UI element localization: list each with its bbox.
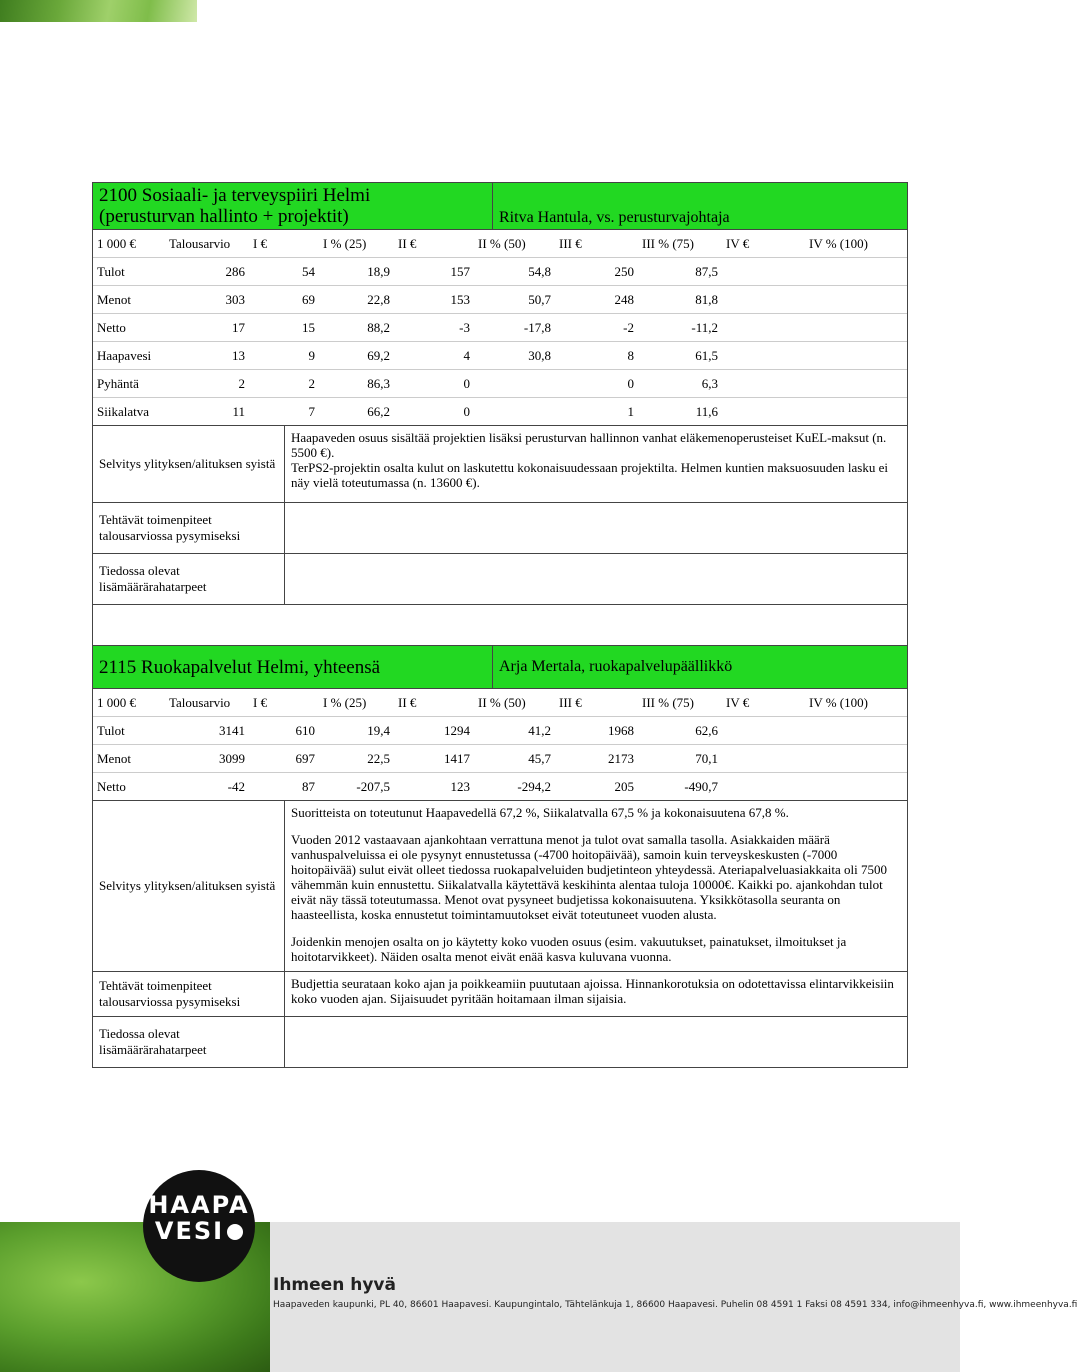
table-cell: 6,3 <box>701 375 718 391</box>
table-cell: 54,8 <box>528 263 551 279</box>
table-cell: 87,5 <box>695 263 718 279</box>
tehtavat-label: Tehtävät toimenpiteet talousarviossa pysymiseksi <box>93 503 285 553</box>
table-cell: 15 <box>302 319 315 335</box>
column-header: I % (25) <box>323 694 367 710</box>
table-cell: 697 <box>295 750 315 766</box>
logo-text-1: HAAPA <box>148 1191 250 1219</box>
column-header: I € <box>253 694 268 710</box>
column-header: 1 000 € <box>97 235 136 251</box>
table-cell: 8 <box>627 347 634 363</box>
selvitys-para: Joidenkin menojen osalta on jo käytetty koko vuoden osuus (esim. vakuutukset, painatukset, ilmoitukset ja hoitotarvikkeet). Näiden osalta menot eivät enää kasva kuluvana vuonna. <box>291 934 847 964</box>
table-row <box>93 342 907 370</box>
tiedossa-text <box>285 1017 907 1067</box>
selvitys-para: Haapaveden osuus sisältää projektien lisäksi perusturvan hallinnon vanhat eläkemenoperusteiset KuEL-maksut (n. 5500 €). <box>291 430 887 460</box>
table-cell: Netto <box>97 778 126 794</box>
table-cell: 157 <box>450 263 470 279</box>
table-cell: 250 <box>614 263 634 279</box>
table-cell: 86,3 <box>367 375 390 391</box>
tehtavat-text: Budjettia seurataan koko ajan ja poikkeamiin puututaan ajoissa. Hinnankorotuksia on odotettavissa elintarvikkeisiin koko vuoden ajan. Sijaisuudet pyritään hoitamaan ilman sijaisia. <box>291 976 894 1006</box>
tehtavat-text <box>285 503 907 553</box>
column-header: Talousarvio <box>169 694 231 710</box>
table-row <box>93 773 907 800</box>
table-row <box>93 286 907 314</box>
haapavesi-logo <box>143 1170 255 1282</box>
table-cell: 11,6 <box>695 403 718 419</box>
leaf-image-top <box>0 0 197 22</box>
column-header: Talousarvio <box>169 235 231 251</box>
table-header-row <box>93 689 907 717</box>
table-cell: Netto <box>97 319 126 335</box>
column-header: 1 000 € <box>97 694 136 710</box>
responsible-person: Ritva Hantula, vs. perusturvajohtaja <box>499 209 730 226</box>
table-cell: Menot <box>97 291 131 307</box>
column-header: III € <box>559 694 582 710</box>
table-row <box>93 258 907 286</box>
table-cell: 286 <box>225 263 245 279</box>
table-header-row <box>93 230 907 258</box>
logo-text-2-word: VESI <box>154 1217 225 1245</box>
column-header: I % (25) <box>323 235 367 251</box>
selvitys-text <box>285 426 907 502</box>
selvitys-row <box>93 800 907 971</box>
table-cell: Pyhäntä <box>97 375 139 391</box>
column-header: IV € <box>726 694 750 710</box>
table-cell: 7 <box>308 403 315 419</box>
table-cell: 0 <box>463 403 470 419</box>
section-2115 <box>92 645 908 1068</box>
column-header: IV % (100) <box>809 235 868 251</box>
table-cell: Siikalatva <box>97 403 149 419</box>
table-cell: 3141 <box>219 722 245 738</box>
column-header: II € <box>398 235 417 251</box>
table-cell: 88,2 <box>367 319 390 335</box>
tiedossa-text <box>285 554 907 604</box>
table-cell: 2173 <box>608 750 634 766</box>
table-cell: 18,9 <box>367 263 390 279</box>
table-cell: 30,8 <box>528 347 551 363</box>
table-row <box>93 370 907 398</box>
column-header: III % (75) <box>642 235 694 251</box>
table-cell: 70,1 <box>695 750 718 766</box>
table-cell: -11,2 <box>691 319 718 335</box>
table-cell: 22,8 <box>367 291 390 307</box>
selvitys-para: Suoritteista on toteutunut Haapavedellä 67,2 %, Siikalatvalla 67,5 % ja kokonaisuutena 67,8 %. <box>291 805 789 820</box>
column-header: II € <box>398 694 417 710</box>
table-cell: 1294 <box>444 722 470 738</box>
table-cell: 17 <box>232 319 245 335</box>
table-cell: 45,7 <box>528 750 551 766</box>
table-cell: -3 <box>459 319 470 335</box>
section-header <box>93 646 907 689</box>
table-cell: 0 <box>463 375 470 391</box>
table-row <box>93 717 907 745</box>
selvitys-para: Vuoden 2012 vastaavaan ajankohtaan verrattuna menot ja tulot ovat samalla tasolla. Asiakkaiden määrä vanhuspalveluissa ei ole pysynyt ennustetussa (-4700 hoitopäivää), samoin kuin terveyskeskusten (-7000 hoitopäivää) sulut eivät olleet tiedossa ruokapalveluiden budjetinteon yhteydessä. Ateriapalveluasiakkaita oli 7500 vähemmän kuin ennustettu. Siikalatvalla käytettävä keskihinta alentaa tuloja 10000€. Kaikki po. ajankohdan tulot eivät näy tässä toteutumassa. Menot ovat pysyneet budjetissa kokonaisuutena. Yksikkötasolla seuranta on haasteellista, koska ennustetut toimintamuutokset eivät toteutuneet vuoden alusta. <box>291 832 888 922</box>
table-row <box>93 745 907 773</box>
table-cell: 610 <box>295 722 315 738</box>
tiedossa-row <box>93 1016 907 1067</box>
contact-info: Haapaveden kaupunki, PL 40, 86601 Haapavesi. Kaupungintalo, Tähtelänkuja 1, 86600 Haapavesi. Puhelin 08 4591 1 Faksi 08 4591 334, info@ihmeenhyva.fi, www.ihmeenhyva.fi <box>273 1300 1077 1310</box>
selvitys-para: TerPS2-projektin osalta kulut on laskutettu kokonaisuudessaan projektilta. Helmen kuntien maksuosuuden lasku ei näy vielä toteutumassa (n. 13600 €). <box>291 460 888 490</box>
column-header: I € <box>253 235 268 251</box>
table-cell: -207,5 <box>356 778 390 794</box>
responsible-person: Arja Mertala, ruokapalvelupäällikkö <box>499 658 733 675</box>
tiedossa-label: Tiedossa olevat lisämäärärahatarpeet <box>93 1017 285 1067</box>
table-cell: 1 <box>627 403 634 419</box>
column-header: III % (75) <box>642 694 694 710</box>
table-cell: 69,2 <box>367 347 390 363</box>
tehtavat-label: Tehtävät toimenpiteet talousarviossa pysymiseksi <box>93 972 285 1016</box>
section-title: 2115 Ruokapalvelut Helmi, yhteensä <box>93 646 493 688</box>
table-cell: 3099 <box>219 750 245 766</box>
tiedossa-row <box>93 553 907 604</box>
table-cell: 1968 <box>608 722 634 738</box>
table-cell: 123 <box>450 778 470 794</box>
table-cell: 41,2 <box>528 722 551 738</box>
tehtavat-row <box>93 971 907 1016</box>
section-2100 <box>92 182 908 654</box>
table-cell: -2 <box>623 319 634 335</box>
table-cell: 81,8 <box>695 291 718 307</box>
table-cell: Tulot <box>97 263 125 279</box>
section-title <box>93 183 493 229</box>
table-cell: 2 <box>308 375 315 391</box>
table-cell: -490,7 <box>684 778 718 794</box>
table-cell: 9 <box>308 347 315 363</box>
table-cell: 1417 <box>444 750 470 766</box>
table-cell: 0 <box>627 375 634 391</box>
top-strip <box>0 0 960 22</box>
table-cell: 54 <box>302 263 315 279</box>
title-line-1: 2100 Sosiaali- ja terveyspiiri Helmi <box>99 185 371 206</box>
table-cell: Tulot <box>97 722 125 738</box>
selvitys-row <box>93 425 907 502</box>
column-header: IV € <box>726 235 750 251</box>
tehtavat-row <box>93 502 907 553</box>
budget-table <box>93 689 907 800</box>
table-cell: -42 <box>227 778 245 794</box>
column-header: IV % (100) <box>809 694 868 710</box>
table-cell: Menot <box>97 750 131 766</box>
table-cell: 50,7 <box>528 291 551 307</box>
table-cell: 4 <box>463 347 470 363</box>
table-cell: 87 <box>302 778 315 794</box>
table-cell: 2 <box>238 375 245 391</box>
table-cell: 61,5 <box>695 347 718 363</box>
table-cell: 19,4 <box>367 722 390 738</box>
table-cell: 62,6 <box>695 722 718 738</box>
selvitys-text <box>285 801 907 971</box>
column-header: II % (50) <box>478 694 526 710</box>
selvitys-label: Selvitys ylityksen/alituksen syistä <box>93 426 285 502</box>
table-cell: Haapavesi <box>97 347 152 363</box>
table-cell: 22,5 <box>367 750 390 766</box>
column-header: III € <box>559 235 582 251</box>
table-cell: 66,2 <box>367 403 390 419</box>
slogan: Ihmeen hyvä <box>273 1275 396 1295</box>
tiedossa-label: Tiedossa olevat lisämäärärahatarpeet <box>93 554 285 604</box>
title-line-2: (perusturvan hallinto + projektit) <box>99 206 349 227</box>
table-cell: 11 <box>232 403 245 419</box>
selvitys-label: Selvitys ylityksen/alituksen syistä <box>93 801 285 971</box>
table-cell: -17,8 <box>523 319 551 335</box>
column-header: II % (50) <box>478 235 526 251</box>
section-header <box>93 183 907 230</box>
table-cell: -294,2 <box>517 778 551 794</box>
table-cell: 69 <box>302 291 315 307</box>
table-cell: 153 <box>450 291 470 307</box>
logo-text-2 <box>143 1218 255 1244</box>
flower-icon <box>227 1224 243 1240</box>
budget-table <box>93 230 907 425</box>
table-cell: 13 <box>232 347 245 363</box>
table-cell: 248 <box>614 291 634 307</box>
table-row <box>93 314 907 342</box>
table-row <box>93 398 907 425</box>
table-cell: 205 <box>614 778 634 794</box>
table-cell: 303 <box>225 291 245 307</box>
